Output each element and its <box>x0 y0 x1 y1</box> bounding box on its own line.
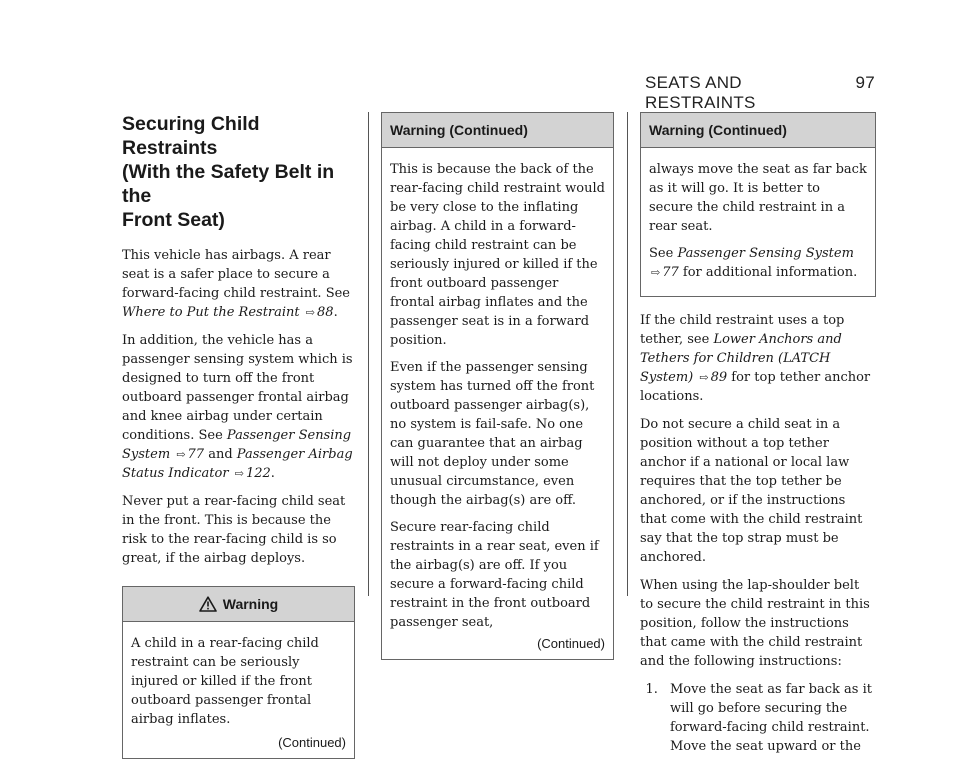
page-ref-number: 89 <box>710 370 728 385</box>
warning-text: See Passenger Sensing System ⇨ 77 for additional information. <box>649 246 858 280</box>
warning-title: Warning (Continued) <box>390 121 528 138</box>
warning-text: A child in a rear-facing child restraint can be seriously injured or killed if the front outboard passenger frontal airbag inflates. <box>131 636 319 727</box>
page-number: 97 <box>855 73 875 92</box>
warning-body <box>123 622 354 758</box>
warning-box <box>122 586 355 759</box>
paragraph: In addition, the vehicle has a passenger sensing system which is designed to turn off the front outboard passenger frontal airbag and knee airbag under certain conditions. See Passenger Sensing System ⇨ 77 and Passenger Airbag Status Indicator ⇨ 122. <box>122 333 353 481</box>
page-ref-icon: ⇨ <box>305 306 316 319</box>
warning-box <box>640 112 876 297</box>
warning-title: Warning (Continued) <box>649 121 787 138</box>
page-header <box>645 73 875 113</box>
warning-header <box>641 113 875 148</box>
warning-header <box>382 113 613 148</box>
continued-label: (Continued) <box>278 735 346 750</box>
continued-label: (Continued) <box>537 636 605 651</box>
page-ref-number: 122 <box>245 466 271 481</box>
column-2 <box>381 112 614 660</box>
column-1 <box>122 112 355 759</box>
page-ref-number: 77 <box>187 447 205 462</box>
warning-text: Even if the passenger sensing system has turned off the front outboard passenger airbag(s), no system is fail-safe. No one can guarantee that an airbag will not deploy under some unusual circumstance, even though the airbag(s) are off. <box>390 360 595 508</box>
page-ref-number: 77 <box>662 265 679 280</box>
paragraph: This vehicle has airbags. A rear seat is a safer place to secure a forward-facing child restraint. See Where to Put the Restraint ⇨ 88. <box>122 248 350 320</box>
warning-text: always move the seat as far back as it will go. It is better to secure the child restraint in a rear seat. <box>649 162 867 234</box>
paragraph: Never put a rear-facing child seat in the front. This is because the risk to the rear-facing child is so great, if the airbag deploys. <box>122 494 346 566</box>
column-3 <box>640 112 876 756</box>
cross-reference-link[interactable]: Passenger Sensing System <box>677 246 854 261</box>
paragraph: When using the lap-shoulder belt to secure the child restraint in this position, follow the instructions that came with the child restraint and the following instructions: <box>640 578 870 669</box>
column-divider <box>368 112 369 596</box>
list-item: 1. Move the seat as far back as it will go before securing the forward-facing child restraint. Move the seat upward or the <box>662 680 876 756</box>
cross-reference-link[interactable]: Passenger Airbag Status Indicator <box>122 447 353 481</box>
page-ref-icon: ⇨ <box>176 448 186 461</box>
warning-box <box>381 112 614 660</box>
paragraph: Do not secure a child seat in a position without a top tether anchor if a national or local law requires that the top tether be anchored, or if the instructions that come with the child restraint say that the top strap must be anchored. <box>640 417 863 565</box>
column-divider <box>627 112 628 596</box>
section-title: SEATS AND RESTRAINTS <box>645 73 756 112</box>
page-ref-number: 88 <box>317 305 334 320</box>
section-heading: Securing Child Restraints (With the Safety Belt in the Front Seat) <box>122 113 335 231</box>
warning-body <box>382 148 613 659</box>
warning-title: Warning <box>222 595 279 612</box>
cross-reference-link[interactable]: Where to Put the Restraint <box>122 305 300 320</box>
warning-triangle-icon <box>199 596 217 612</box>
page-ref-icon: ⇨ <box>234 467 244 480</box>
warning-text: This is because the back of the rear-facing child restraint would be very close to the inflating airbag. A child in a forward-facing child restraint can be seriously injured or killed if the front outboard passenger frontal airbag inflates and the passenger seat is in a forward position. <box>390 162 605 348</box>
instruction-list <box>640 680 876 756</box>
warning-body <box>641 148 875 296</box>
warning-text: Secure rear-facing child restraints in a rear seat, even if the airbag(s) are off. If you secure a forward-facing child restraint in the front outboard passenger seat, <box>390 520 599 630</box>
warning-header <box>123 587 354 622</box>
paragraph: If the child restraint uses a top tether, see Lower Anchors and Tethers for Children (LATCH System) ⇨ 89 for top tether anchor locations. <box>640 313 871 404</box>
page-ref-icon: ⇨ <box>651 266 661 279</box>
page-ref-icon: ⇨ <box>699 371 709 384</box>
cross-reference-link[interactable]: Lower Anchors and Tethers for Children (LATCH System) <box>640 332 842 385</box>
cross-reference-link[interactable]: Passenger Sensing System <box>122 428 352 462</box>
